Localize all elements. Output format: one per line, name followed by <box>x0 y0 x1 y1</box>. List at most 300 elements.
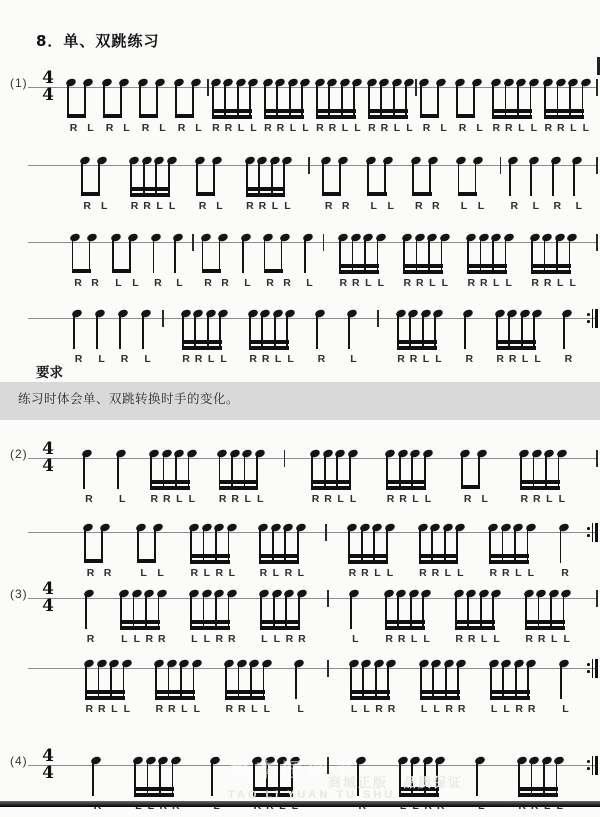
note <box>99 508 116 584</box>
measure <box>324 218 592 294</box>
note <box>339 63 352 139</box>
sticking-letter: L <box>261 633 268 645</box>
measure <box>64 218 192 294</box>
sticking-letter: L <box>284 200 291 212</box>
note <box>322 434 335 510</box>
sticking-letter: R <box>527 703 536 715</box>
sticking-letter: R <box>385 633 393 645</box>
sticking-letter: R <box>182 353 190 365</box>
note <box>83 574 98 650</box>
note <box>314 63 327 139</box>
note-group <box>69 218 103 294</box>
sixteenth-beam-2 <box>219 486 259 490</box>
note <box>248 644 261 720</box>
note <box>556 434 569 510</box>
sticking-letter: R <box>215 567 224 579</box>
sixteenth-beam-2 <box>455 626 495 630</box>
sticking-letter: R <box>85 493 93 505</box>
sticking-letter: L <box>207 353 215 365</box>
sticking-letter: L <box>132 277 139 289</box>
note-group <box>346 294 361 370</box>
note <box>347 434 360 510</box>
eighth-beam <box>458 192 477 197</box>
eighth-beam <box>84 559 103 564</box>
note <box>348 574 363 650</box>
sticking-letter: L <box>570 122 577 134</box>
note <box>439 218 452 294</box>
note <box>205 294 218 370</box>
sixteenth-beam-1 <box>397 340 437 344</box>
note <box>417 508 430 584</box>
note-group <box>366 63 416 139</box>
sticking-letter: R <box>212 122 220 134</box>
note-stem <box>96 313 98 349</box>
sticking-letter: L <box>203 633 211 645</box>
sticking-letter: R <box>399 493 407 505</box>
note <box>351 63 364 139</box>
note <box>528 63 541 139</box>
sticking-letter: L <box>181 703 188 715</box>
note <box>226 508 239 584</box>
note <box>82 63 99 139</box>
sticking-letter: L <box>444 567 452 579</box>
note-group <box>148 434 198 510</box>
note <box>141 141 154 217</box>
sixteenth-beam-1 <box>339 264 379 268</box>
sticking-letter: L <box>412 493 419 505</box>
sticking-letter: L <box>123 703 130 715</box>
note-group <box>571 141 586 217</box>
eighth-beam <box>322 192 341 197</box>
note <box>201 508 214 584</box>
sticking-letter: L <box>424 493 432 505</box>
sticking-letter: L <box>422 353 430 365</box>
sixteenth-beam-2 <box>544 115 584 119</box>
note <box>403 63 416 139</box>
note <box>150 218 165 294</box>
note <box>226 574 239 650</box>
note <box>382 141 399 217</box>
sticking-letter: L <box>582 122 590 134</box>
note-group <box>550 141 565 217</box>
eighth-beam <box>264 269 283 274</box>
note <box>359 508 372 584</box>
eighth-beam <box>81 192 100 197</box>
note-stem <box>174 237 176 273</box>
sticking-letter: R <box>266 277 274 289</box>
sticking-letter: L <box>406 122 413 134</box>
note-group <box>418 644 468 720</box>
note-stem <box>348 313 350 349</box>
measure <box>64 63 207 139</box>
sticking-letter: L <box>271 200 279 212</box>
note <box>558 508 573 584</box>
sticking-letter: L <box>216 200 223 212</box>
note-group <box>115 434 130 510</box>
note <box>548 574 561 650</box>
sticking-letter: R <box>194 353 203 365</box>
sticking-letter: L <box>244 277 251 289</box>
note <box>271 574 284 650</box>
page-bottom-scan-edge <box>0 801 600 807</box>
note <box>166 141 179 217</box>
sticking-letter: R <box>69 122 78 134</box>
note-group <box>455 141 489 217</box>
note <box>270 508 283 584</box>
note <box>560 574 573 650</box>
note-group <box>244 141 294 217</box>
sticking-letter: R <box>283 277 291 289</box>
eighth-beam <box>112 269 131 274</box>
note <box>465 218 478 294</box>
sticking-letter: R <box>361 567 369 579</box>
note <box>296 574 309 650</box>
note <box>295 508 308 584</box>
sticking-letter: R <box>91 277 99 289</box>
sticking-letter: L <box>477 200 485 212</box>
sticking-letter: L <box>521 353 529 365</box>
note <box>397 434 410 510</box>
note <box>571 141 586 217</box>
sixteenth-beam-2 <box>397 346 437 350</box>
staff-system <box>8 508 598 584</box>
sticking-letter: L <box>387 200 394 212</box>
measure <box>327 508 592 584</box>
note <box>235 63 248 139</box>
note <box>518 434 531 510</box>
note-group <box>309 434 359 510</box>
sticking-letter: R <box>553 200 562 212</box>
note-group <box>262 63 312 139</box>
measures-row <box>64 508 592 584</box>
sticking-letter: R <box>352 277 360 289</box>
sticking-letter: L <box>569 277 576 289</box>
note-group <box>117 294 132 370</box>
note <box>490 574 503 650</box>
sticking-letter: R <box>97 703 106 715</box>
sticking-letter: R <box>215 633 224 645</box>
note-group <box>314 294 329 370</box>
note-group <box>558 644 573 720</box>
sticking-letter: L <box>228 567 236 579</box>
note-group <box>542 63 592 139</box>
note <box>418 644 431 720</box>
sticking-letter: L <box>460 200 468 212</box>
thick-barline <box>595 309 598 328</box>
measure <box>64 574 327 650</box>
note <box>213 574 226 650</box>
note <box>535 574 548 650</box>
repeat-dot <box>587 663 590 666</box>
note <box>261 644 274 720</box>
sticking-letter: R <box>415 277 424 289</box>
sixteenth-beam-2 <box>249 346 289 350</box>
time-signature: 4 4 <box>42 68 54 105</box>
note <box>229 434 242 510</box>
sticking-letter: R <box>419 567 427 579</box>
sticking-letter: L <box>350 703 358 715</box>
note <box>366 63 379 139</box>
sticking-letter: L <box>530 122 538 134</box>
note <box>186 434 199 510</box>
sixteenth-beam-2 <box>399 793 439 797</box>
note-stem <box>560 663 562 699</box>
sixteenth-beam-2 <box>339 270 379 274</box>
note <box>506 294 519 370</box>
sixteenth-beam-1 <box>259 554 299 558</box>
note <box>79 141 96 217</box>
note <box>241 434 254 510</box>
note <box>443 644 456 720</box>
note-group <box>101 63 135 139</box>
note-group <box>188 508 238 584</box>
note <box>490 218 503 294</box>
note <box>217 218 234 294</box>
sixteenth-beam-1 <box>130 187 170 191</box>
sticking-letter: L <box>176 277 183 289</box>
sticking-letter: L <box>350 353 357 365</box>
sticking-letter: R <box>130 200 139 212</box>
sticking-letter: R <box>198 200 207 212</box>
sticking-letter: L <box>188 493 196 505</box>
sticking-letter: R <box>120 353 129 365</box>
sticking-letter: L <box>429 277 436 289</box>
note-stem <box>350 593 352 629</box>
sticking-letter: R <box>74 277 82 289</box>
note-group <box>561 294 576 370</box>
sticking-letter: L <box>256 493 264 505</box>
note <box>500 508 513 584</box>
note <box>455 141 472 217</box>
sticking-letter: R <box>158 633 166 645</box>
sticking-letter: R <box>228 633 236 645</box>
sticking-letter: L <box>546 493 553 505</box>
sticking-letter: L <box>377 277 385 289</box>
note <box>478 218 491 294</box>
sticking-letter: R <box>515 703 523 715</box>
note-group <box>71 294 86 370</box>
time-signature: 4 4 <box>42 746 54 783</box>
note-group <box>320 141 354 217</box>
note <box>83 644 96 720</box>
sticking-letter: R <box>510 200 519 212</box>
sixteenth-beam-1 <box>490 690 530 694</box>
sixteenth-beam-2 <box>130 193 170 197</box>
sticking-letter: L <box>558 493 566 505</box>
repeat-dot <box>587 527 590 530</box>
sticking-letter: R <box>520 493 529 505</box>
sixteenth-beam-1 <box>531 264 571 268</box>
note <box>192 294 205 370</box>
sticking-letter: R <box>218 493 227 505</box>
note-group <box>418 63 452 139</box>
note <box>432 294 445 370</box>
note <box>462 294 477 370</box>
sixteenth-beam-2 <box>85 696 125 700</box>
note-group <box>293 644 308 720</box>
sticking-letter: R <box>177 122 186 134</box>
eighth-beam <box>196 192 215 197</box>
note <box>348 644 361 720</box>
note <box>135 508 152 584</box>
sticking-letter: R <box>445 703 453 715</box>
sticking-letter: L <box>98 353 105 365</box>
note-group <box>528 141 543 217</box>
note <box>279 218 296 294</box>
note <box>254 434 267 510</box>
sixteenth-beam-1 <box>350 690 390 694</box>
sticking-letter: R <box>238 703 246 715</box>
exercise-number: (1) <box>10 76 28 90</box>
note-stem <box>117 453 119 489</box>
eighth-beam <box>103 114 122 119</box>
note <box>529 218 542 294</box>
sticking-letter: R <box>261 353 270 365</box>
sixteenth-beam-2 <box>155 696 195 700</box>
note <box>173 63 190 139</box>
sticking-letter: L <box>87 122 94 134</box>
note <box>216 434 229 510</box>
sticking-letter: L <box>263 703 271 715</box>
sticking-letter: L <box>493 633 500 645</box>
sticking-letter: R <box>455 633 463 645</box>
sticking-letter: R <box>505 122 513 134</box>
measure <box>64 294 162 370</box>
note <box>408 574 421 650</box>
sticking-letter: L <box>157 567 164 579</box>
measures-row <box>64 218 592 294</box>
sixteenth-beam-1 <box>264 109 304 113</box>
note <box>550 141 565 217</box>
note <box>375 218 388 294</box>
note-stem <box>211 760 213 796</box>
note <box>217 294 230 370</box>
sixteenth-beam-2 <box>385 626 425 630</box>
note <box>86 218 103 294</box>
sticking-letter: L <box>100 200 108 212</box>
note <box>258 574 271 650</box>
note <box>257 508 270 584</box>
note <box>127 218 144 294</box>
note <box>525 644 538 720</box>
requirements-heading: 要求 <box>36 365 63 380</box>
sticking-letter: L <box>195 122 202 134</box>
sixteenth-beam-1 <box>190 554 230 558</box>
sticking-letter: L <box>420 703 428 715</box>
note <box>211 141 228 217</box>
note-group <box>81 434 96 510</box>
sticking-letter: L <box>386 567 394 579</box>
note-group <box>518 434 568 510</box>
note-group <box>459 434 493 510</box>
note <box>143 574 156 650</box>
note-stem <box>142 313 144 349</box>
note <box>166 644 179 720</box>
note <box>391 63 404 139</box>
measure <box>310 141 500 217</box>
note-group <box>383 574 433 650</box>
note-group <box>118 574 168 650</box>
sticking-letter: L <box>441 277 448 289</box>
sixteenth-beam-1 <box>155 690 195 694</box>
note <box>337 141 354 217</box>
sixteenth-beam-1 <box>544 109 584 113</box>
note-group <box>487 508 537 584</box>
note-stem <box>509 160 511 196</box>
sticking-letter: L <box>480 633 488 645</box>
staff-system <box>8 434 598 510</box>
note <box>487 508 500 584</box>
note-group <box>314 63 364 139</box>
note <box>247 63 260 139</box>
note <box>395 574 408 650</box>
sticking-letter: R <box>246 200 254 212</box>
sixteenth-beam-2 <box>492 115 532 119</box>
sticking-letter: R <box>375 703 383 715</box>
note-group <box>135 508 169 584</box>
watermark-line1: 商城正版 品质保证 <box>328 775 464 790</box>
note <box>117 294 132 370</box>
watermark-line2: TAO LI YUAN TU SHU <box>228 789 396 801</box>
sixteenth-beam-1 <box>182 340 222 344</box>
note <box>459 434 476 510</box>
sixteenth-beam-1 <box>212 109 252 113</box>
sixteenth-beam-1 <box>219 480 259 484</box>
note <box>515 63 528 139</box>
final-barline <box>596 450 598 467</box>
sticking-letter: R <box>465 353 474 365</box>
sticking-letter: L <box>457 567 464 579</box>
note-group <box>258 574 308 650</box>
note <box>350 218 363 294</box>
repeat-dot <box>587 534 590 537</box>
note <box>465 574 478 650</box>
sticking-letter: R <box>231 493 239 505</box>
sixteenth-beam-2 <box>225 696 265 700</box>
sixteenth-beam-1 <box>190 620 230 624</box>
sticking-letter: L <box>337 493 344 505</box>
sticking-letter: R <box>284 567 293 579</box>
sticking-letter: L <box>250 122 257 134</box>
sticking-letter: R <box>409 353 418 365</box>
note-group <box>417 508 467 584</box>
note <box>476 434 493 510</box>
sticking-letter: L <box>515 567 522 579</box>
sticking-letter: L <box>244 493 251 505</box>
measure <box>209 63 416 139</box>
note-group <box>410 141 444 217</box>
sticking-letter: R <box>543 277 552 289</box>
note <box>259 294 272 370</box>
note <box>384 434 397 510</box>
note <box>427 141 444 217</box>
sixteenth-beam-2 <box>259 560 299 564</box>
staff-system <box>8 574 598 650</box>
sixteenth-beam-2 <box>348 560 388 564</box>
sticking-letter: R <box>479 277 488 289</box>
note-stem <box>560 527 562 563</box>
measure <box>64 434 284 510</box>
sixteenth-beam-2 <box>490 696 530 700</box>
exercise-number: (4) <box>10 754 28 768</box>
sixteenth-beam-1 <box>386 480 426 484</box>
note-group <box>302 218 317 294</box>
time-signature: 4 4 <box>42 579 54 616</box>
thick-barline <box>595 659 598 678</box>
note <box>153 644 166 720</box>
repeat-dot <box>587 767 590 770</box>
eighth-beam <box>67 114 86 119</box>
